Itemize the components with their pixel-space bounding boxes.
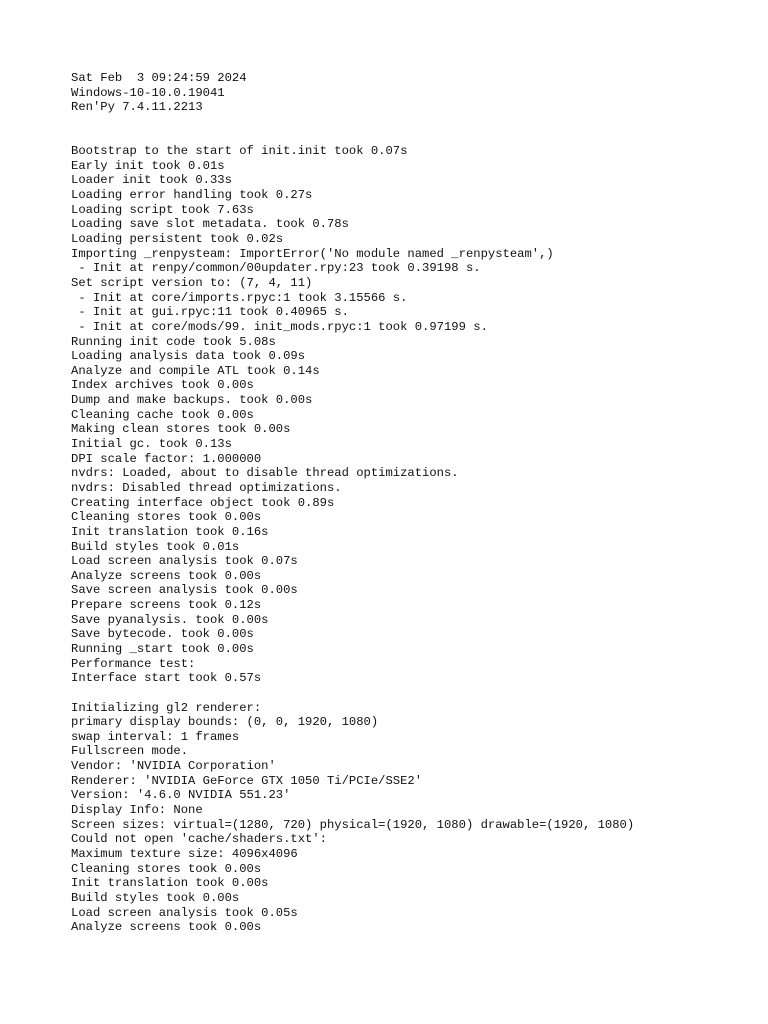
log-line: Could not open 'cache/shaders.txt': <box>71 832 327 847</box>
log-line: Initializing gl2 renderer: <box>71 700 262 715</box>
log-line: Save bytecode. took 0.00s <box>71 627 254 642</box>
log-line: Maximum texture size: 4096x4096 <box>71 846 298 861</box>
log-line: Loader init took 0.33s <box>71 173 232 188</box>
log-line: nvdrs: Loaded, about to disable thread optimizations. <box>71 466 459 481</box>
log-line: Set script version to: (7, 4, 11) <box>71 275 313 290</box>
log-line: Early init took 0.01s <box>71 158 225 173</box>
log-line: Fullscreen mode. <box>71 744 189 759</box>
log-line: Creating interface object took 0.89s <box>71 495 335 510</box>
log-line: Cleaning cache took 0.00s <box>71 407 254 422</box>
blank-line <box>71 130 634 145</box>
log-line: Analyze and compile ATL took 0.14s <box>71 363 320 378</box>
log-line: - Init at core/mods/99. init_mods.rpyc:1 took 0.97199 s. <box>71 319 488 334</box>
log-line: Ren'Py 7.4.11.2213 <box>71 100 203 115</box>
blank-line <box>71 686 634 701</box>
log-line: DPI scale factor: 1.000000 <box>71 451 262 466</box>
log-line: Build styles took 0.01s <box>71 539 240 554</box>
log-line: Running _start took 0.00s <box>71 641 254 656</box>
log-line: Bootstrap to the start of init.init took 0.07s <box>71 144 408 159</box>
log-line: Init translation took 0.00s <box>71 876 269 891</box>
log-line: Loading save slot metadata. took 0.78s <box>71 217 349 232</box>
log-line: Loading script took 7.63s <box>71 202 254 217</box>
log-line: Init translation took 0.16s <box>71 524 269 539</box>
log-line: primary display bounds: (0, 0, 1920, 1080) <box>71 715 379 730</box>
log-line: Cleaning stores took 0.00s <box>71 861 262 876</box>
log-line: Build styles took 0.00s <box>71 890 240 905</box>
log-line: Loading persistent took 0.02s <box>71 232 284 247</box>
log-line: Display Info: None <box>71 803 203 818</box>
log-line: Running init code took 5.08s <box>71 334 276 349</box>
log-line: Renderer: 'NVIDIA GeForce GTX 1050 Ti/PCIe/SSE2' <box>71 773 423 788</box>
log-line: Loading error handling took 0.27s <box>71 188 313 203</box>
log-line: Vendor: 'NVIDIA Corporation' <box>71 759 276 774</box>
log-line: Performance test: <box>71 656 196 671</box>
log-line: Load screen analysis took 0.05s <box>71 905 298 920</box>
log-line: Analyze screens took 0.00s <box>71 920 262 935</box>
log-line: Index archives took 0.00s <box>71 378 254 393</box>
log-text <box>71 71 634 935</box>
log-line: Importing _renpysteam: ImportError('No module named _renpysteam',) <box>71 246 554 261</box>
log-line: Prepare screens took 0.12s <box>71 598 262 613</box>
log-line: Sat Feb 3 09:24:59 2024 <box>71 71 247 85</box>
blank-line <box>71 115 634 130</box>
log-line: Cleaning stores took 0.00s <box>71 510 262 525</box>
log-line: - Init at renpy/common/00updater.rpy:23 took 0.39198 s. <box>71 261 481 276</box>
log-line: Loading analysis data took 0.09s <box>71 349 306 364</box>
log-line: Save pyanalysis. took 0.00s <box>71 612 269 627</box>
log-line: swap interval: 1 frames <box>71 729 240 744</box>
log-line: Screen sizes: virtual=(1280, 720) physical=(1920, 1080) drawable=(1920, 1080) <box>71 817 635 832</box>
log-line: Version: '4.6.0 NVIDIA 551.23' <box>71 788 291 803</box>
log-line: Initial gc. took 0.13s <box>71 437 232 452</box>
log-line: Making clean stores took 0.00s <box>71 422 291 437</box>
log-line: nvdrs: Disabled thread optimizations. <box>71 480 342 495</box>
log-line: Windows-10-10.0.19041 <box>71 85 225 100</box>
log-line: Save screen analysis took 0.00s <box>71 583 298 598</box>
log-line: Interface start took 0.57s <box>71 671 262 686</box>
log-line: Analyze screens took 0.00s <box>71 568 262 583</box>
log-line: Dump and make backups. took 0.00s <box>71 393 313 408</box>
log-line: Load screen analysis took 0.07s <box>71 554 298 569</box>
log-line: - Init at gui.rpyc:11 took 0.40965 s. <box>71 305 349 320</box>
log-line: - Init at core/imports.rpyc:1 took 3.15566 s. <box>71 290 408 305</box>
